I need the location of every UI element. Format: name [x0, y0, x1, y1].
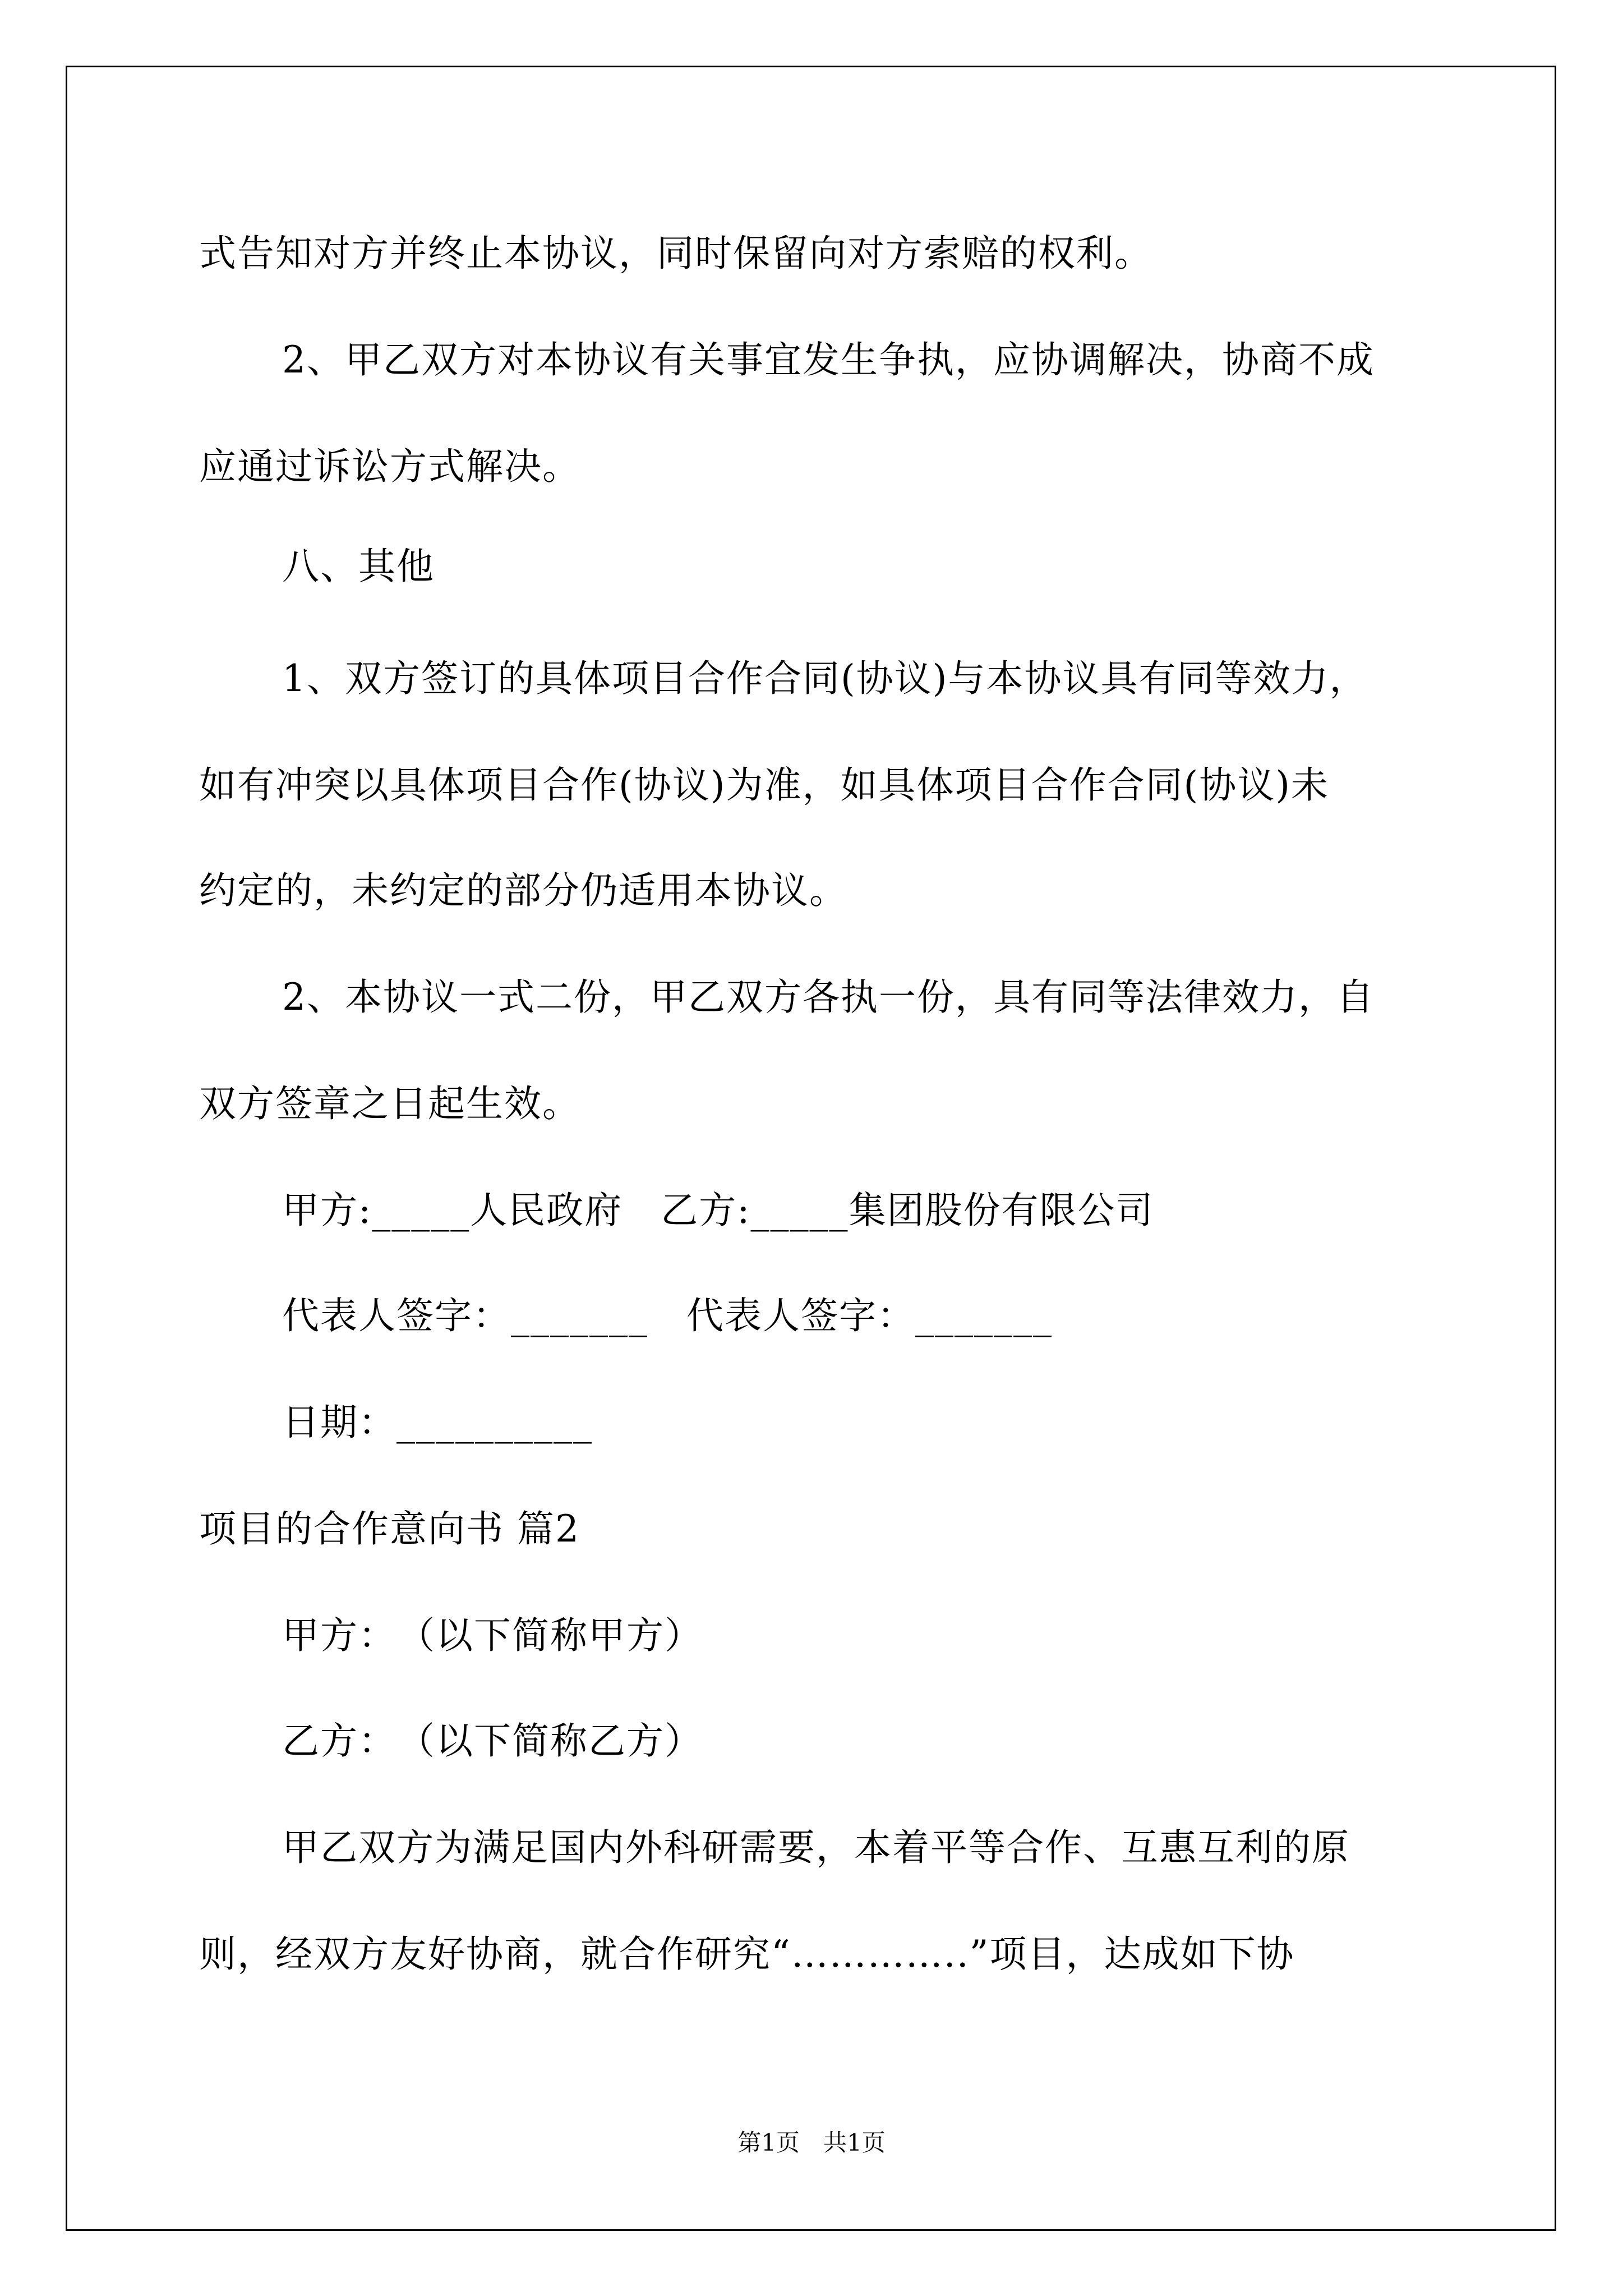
text-line: 如有冲突以具体项目合作(协议)为准，如具体项目合作合同(协议)未 — [199, 763, 1329, 807]
page-border — [66, 66, 1556, 2231]
text-line: 则，经双方友好协商，就合作研究“…………..”项目，达成如下协 — [199, 1932, 1295, 1976]
section-heading: 八、其他 — [282, 545, 435, 588]
text-line: 约定的，未约定的部分仍适用本协议。 — [199, 869, 847, 912]
party-a-line: 甲方： （以下简称甲方） — [282, 1614, 703, 1657]
text-line: 应通过诉讼方式解决。 — [199, 445, 580, 488]
date-line: 日期：__________ — [282, 1401, 593, 1444]
signature-parties-line: 甲方:_____人民政府 乙方:_____集团股份有限公司 — [282, 1189, 1154, 1232]
text-line: 双方签章之日起生效。 — [199, 1082, 580, 1125]
text-line: 2、本协议一式二份，甲乙双方各执一份，具有同等法律效力，自 — [282, 976, 1375, 1019]
party-b-line: 乙方： （以下简称乙方） — [282, 1719, 703, 1763]
text-line: 1、双方签订的具体项目合作合同(协议)与本协议具有同等效力， — [282, 657, 1368, 700]
text-line: 式告知对方并终止本协议，同时保留向对方索赔的权利。 — [199, 232, 1152, 275]
text-line: 2、甲乙双方对本协议有关事宜发生争执，应协调解决，协商不成 — [282, 338, 1375, 381]
text-line: 甲乙双方为满足国内外科研需要，本着平等合作、互惠互利的原 — [282, 1826, 1350, 1869]
document-subtitle: 项目的合作意向书 篇2 — [199, 1507, 580, 1550]
page-footer: 第1页 共1页 — [737, 2129, 886, 2156]
signature-representatives-line: 代表人签字：_______ 代表人签字：_______ — [282, 1294, 1053, 1337]
